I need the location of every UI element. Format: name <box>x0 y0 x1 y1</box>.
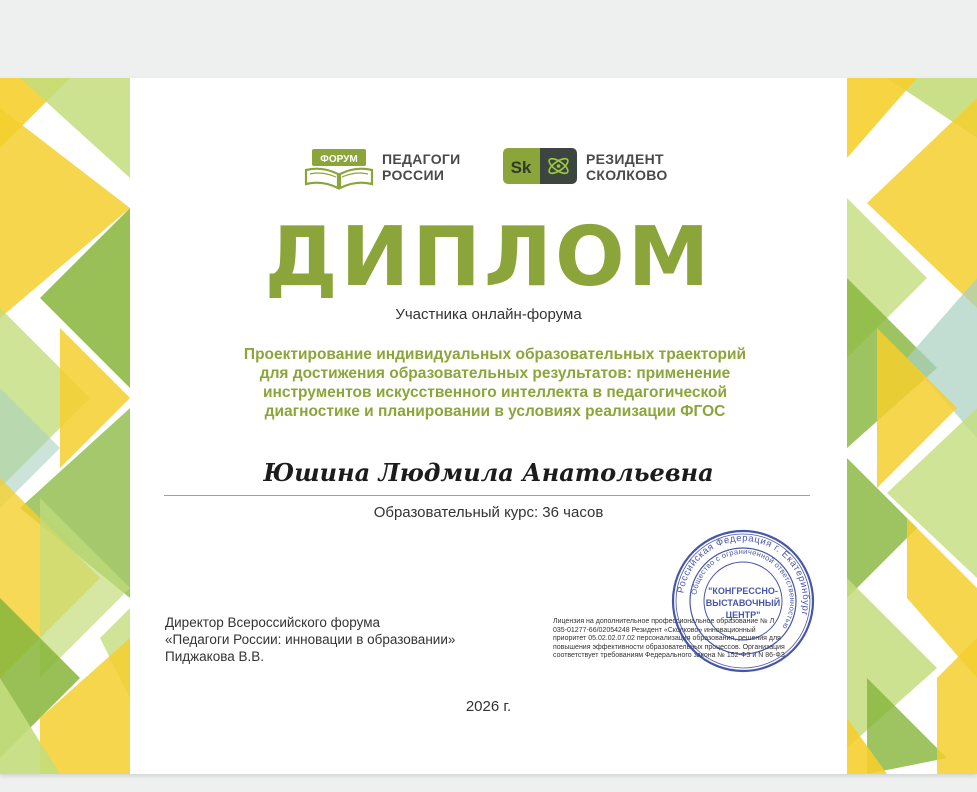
forum-logo-line1: ПЕДАГОГИ <box>382 151 461 167</box>
license-line: соответствует требованиям Федерального закона № 152-ФЗ и N 86-ФЗ <box>553 652 785 660</box>
skolkovo-logo <box>503 148 703 198</box>
skolkovo-logo-line2: СКОЛКОВО <box>586 167 668 183</box>
skolkovo-mark-icon <box>503 148 577 184</box>
director-line: Директор Всероссийского форума <box>165 615 380 630</box>
name-underline <box>164 495 810 496</box>
license-line: 035-01277-66/02054248 Резидент «Сколково» инновационный <box>553 626 756 634</box>
topic-line: диагностике и планировании в условиях реализации ФГОС <box>264 403 726 420</box>
logos-row <box>0 148 977 198</box>
seal-stamp <box>668 526 818 676</box>
skolkovo-mark-text: Sk <box>510 158 532 177</box>
forum-logo <box>302 148 472 198</box>
forum-badge: ФОРУМ <box>320 154 358 165</box>
topic-line: инструментов искусственного интеллекта в педагогической <box>262 384 728 401</box>
license-line: Лицензия на дополнительное профессиональное образование № Л <box>553 618 775 625</box>
stamp-center-line: ЦЕНТР" <box>725 610 761 620</box>
issue-year: 2026 г. <box>465 698 512 715</box>
stamp-outer-text: Российская Федерация г. Екатеринбург <box>675 532 812 617</box>
diploma-title: ДИПЛОМ <box>264 210 713 305</box>
license-line: приоритет 05.02.02.07.02 персонализация образования, решения для <box>553 635 781 643</box>
forum-topic <box>200 345 790 421</box>
director-name: Пиджакова В.В. <box>165 649 265 664</box>
forum-logo-text <box>382 151 461 183</box>
topic-line: для достижения образовательных результатов: применение <box>259 365 731 382</box>
stamp-center-line: "КОНГРЕССНО- <box>708 586 778 596</box>
course-hours: Образовательный курс: 36 часов <box>373 504 604 521</box>
diploma-sheet <box>0 78 977 774</box>
director-signature-block <box>165 614 455 665</box>
skolkovo-logo-text <box>586 151 668 183</box>
open-book-icon <box>302 148 376 190</box>
director-line: «Педагоги России: инновации в образовании» <box>165 632 456 647</box>
stamp-center-line: ВЫСТАВОЧНЫЙ <box>705 598 781 608</box>
topic-line: Проектирование индивидуальных образовательных траекторий <box>243 346 747 363</box>
recipient-name: Юшина Людмила Анатольевна <box>263 458 714 487</box>
stamp-inner-text: Общество с ограниченной ответственностью <box>689 546 798 631</box>
skolkovo-logo-line1: РЕЗИДЕНТ <box>586 151 664 167</box>
license-line: повышения эффективности образовательных процессов. Организация <box>553 643 785 651</box>
participant-subtitle: Участника онлайн-форума <box>395 306 582 323</box>
forum-logo-line2: РОССИИ <box>382 167 445 183</box>
